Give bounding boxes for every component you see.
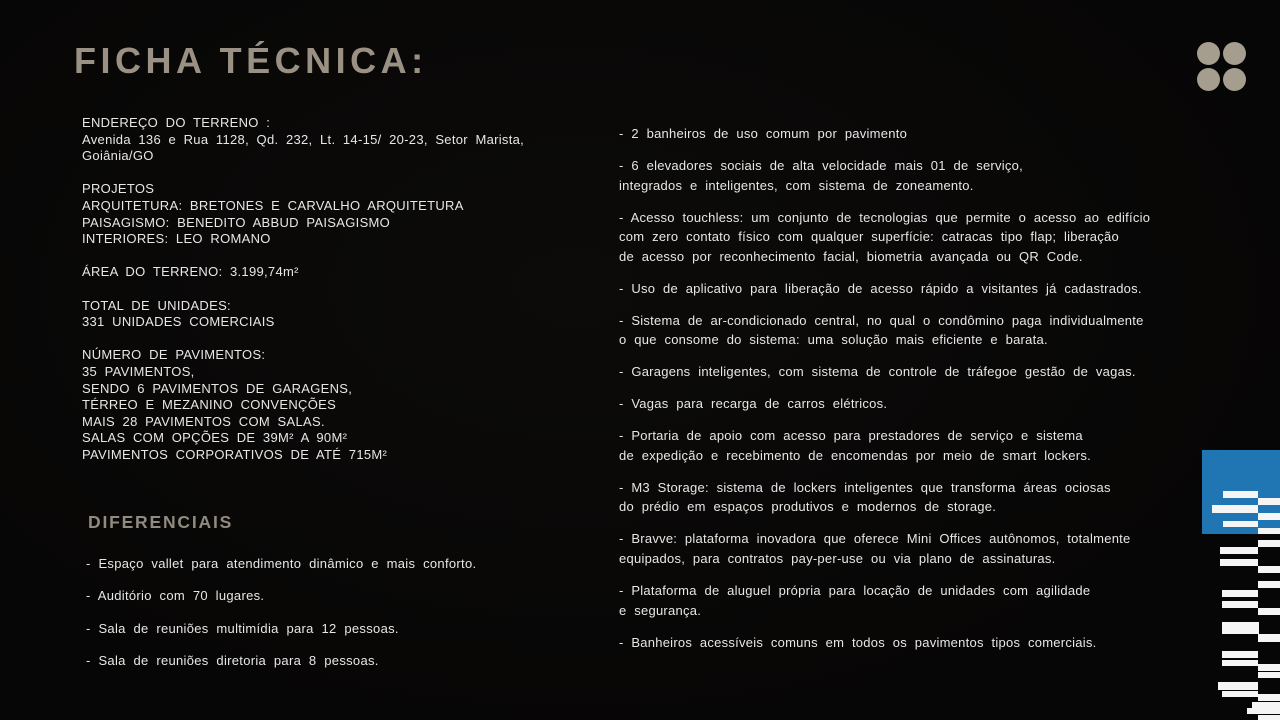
spec-line: TOTAL DE UNIDADES: <box>82 297 231 313</box>
feature-item <box>619 208 1167 267</box>
glitch-bar <box>1222 660 1258 666</box>
spec-line: PROJETOS <box>82 181 155 197</box>
glitch-bar <box>1258 664 1280 671</box>
feature-item <box>619 581 1167 620</box>
spec-block <box>82 181 552 247</box>
feature-item <box>619 362 1167 382</box>
feature-item <box>619 529 1167 568</box>
glitch-bar <box>1258 608 1280 615</box>
spec-line: PAISAGISMO: BENEDITO ABBUD PAISAGISMO <box>82 214 391 230</box>
glitch-bar <box>1258 513 1280 520</box>
diferenciais-heading: DIFERENCIAIS <box>88 512 234 532</box>
glitch-bar <box>1258 634 1280 642</box>
feature-item <box>619 311 1167 350</box>
feature-item <box>619 124 1167 144</box>
diferenciais-list <box>86 556 556 686</box>
spec-line: SENDO 6 PAVIMENTOS DE GARAGENS, <box>82 380 353 396</box>
glitch-bar <box>1220 559 1258 566</box>
feature-line: - Uso de aplicativo para liberação de acesso rápido a visitantes já cadastrados. <box>619 280 1142 296</box>
feature-line: - Bravve: plataforma inovadora que oferece Mini Offices autônomos, totalmente <box>619 531 1131 547</box>
spec-line: 35 PAVIMENTOS, <box>82 363 195 379</box>
feature-line: e segurança. <box>619 602 702 618</box>
glitch-bar <box>1258 498 1280 505</box>
glitch-bar <box>1258 566 1280 573</box>
feature-line: - Sistema de ar-condicionado central, no qual o condômino paga individualmente <box>619 312 1144 328</box>
feature-line: - Portaria de apoio com acesso para prestadores de serviço e sistema <box>619 428 1083 444</box>
glitch-bar <box>1258 672 1280 678</box>
feature-line: - Plataforma de aluguel própria para locação de unidades com agilidade <box>619 583 1091 598</box>
glitch-bar <box>1223 491 1258 498</box>
spec-line: Goiânia/GO <box>82 148 154 164</box>
glitch-bar <box>1222 651 1258 658</box>
glitch-bar <box>1258 581 1280 588</box>
feature-line: equipados, para contratos pay-per-use ou via plano de assinaturas. <box>619 551 1056 567</box>
logo-dot <box>1223 68 1246 91</box>
spec-line: 331 UNIDADES COMERCIAIS <box>82 314 275 330</box>
spec-line: INTERIORES: LEO ROMANO <box>82 231 271 247</box>
diferenciais-item: - Auditório com 70 lugares. <box>86 588 265 604</box>
glitch-bar <box>1223 521 1258 527</box>
spec-line: NÚMERO DE PAVIMENTOS: <box>82 347 266 363</box>
spec-line: ENDEREÇO DO TERRENO : <box>82 115 271 130</box>
spec-block <box>82 298 552 331</box>
spec-block <box>82 115 552 165</box>
feature-line: de expedição e recebimento de encomendas por meio de smart lockers. <box>619 447 1091 463</box>
feature-line: - Acesso touchless: um conjunto de tecnologias que permite o acesso ao edifício <box>619 209 1151 225</box>
glitch-bar <box>1247 708 1280 714</box>
feature-line: do prédio em espaços produtivos e modernos de storage. <box>619 499 997 515</box>
glitch-bar <box>1222 601 1258 608</box>
spec-line: SALAS COM OPÇÕES DE 39M² A 90M² <box>82 430 348 446</box>
page-title: FICHA TÉCNICA: <box>74 40 428 81</box>
glitch-bar <box>1258 694 1280 701</box>
glitch-bar <box>1258 715 1280 720</box>
four-dots-logo-icon <box>1197 42 1246 91</box>
feature-line: - 6 elevadores sociais de alta velocidade mais 01 de serviço, <box>619 157 1023 173</box>
feature-item <box>619 478 1167 517</box>
feature-line: - Vagas para recarga de carros elétricos. <box>619 396 888 412</box>
logo-dot <box>1197 68 1220 91</box>
logo-dot <box>1197 42 1220 65</box>
glitch-bar <box>1222 622 1259 634</box>
feature-item <box>619 633 1167 653</box>
feature-line: - M3 Storage: sistema de lockers inteligentes que transforma áreas ociosas <box>619 479 1111 495</box>
spec-line: ARQUITETURA: BRETONES E CARVALHO ARQUITETURA <box>82 197 464 213</box>
glitch-bar <box>1212 505 1258 513</box>
spec-line: TÉRREO E MEZANINO CONVENÇÕES <box>82 397 337 413</box>
glitch-bar <box>1220 547 1258 554</box>
diferenciais-item: - Sala de reuniões multimídia para 12 pessoas. <box>86 620 399 636</box>
left-column-specs <box>82 115 552 480</box>
glitch-bar <box>1222 691 1258 697</box>
diferenciais-item: - Espaço vallet para atendimento dinâmico e mais conforto. <box>86 556 477 571</box>
spec-line: PAVIMENTOS CORPORATIVOS DE ATÉ 715M² <box>82 446 388 462</box>
feature-line: - Banheiros acessíveis comuns em todos os pavimentos tipos comerciais. <box>619 634 1097 650</box>
feature-line: de acesso por reconhecimento facial, biometria avançada ou QR Code. <box>619 248 1083 264</box>
glitch-bar <box>1222 590 1258 597</box>
feature-item <box>619 279 1167 299</box>
glitch-bar <box>1258 540 1280 547</box>
feature-item <box>619 156 1167 195</box>
feature-item <box>619 394 1167 414</box>
feature-line: com zero contato físico com qualquer superfície: catracas tipo flap; liberação <box>619 229 1119 245</box>
diferenciais-item: - Sala de reuniões diretoria para 8 pessoas. <box>86 653 379 669</box>
spec-line: MAIS 28 PAVIMENTOS COM SALAS. <box>82 413 325 429</box>
feature-line: - Garagens inteligentes, com sistema de controle de tráfegoe gestão de vagas. <box>619 364 1136 380</box>
glitch-bar <box>1218 682 1258 690</box>
spec-block <box>82 347 552 463</box>
glitch-bar <box>1258 528 1280 534</box>
logo-dot <box>1223 42 1246 65</box>
spec-line: ÁREA DO TERRENO: 3.199,74m² <box>82 264 299 280</box>
feature-line: integrados e inteligentes, com sistema de zoneamento. <box>619 177 974 193</box>
feature-line: - 2 banheiros de uso comum por pavimento <box>619 126 908 141</box>
spec-line: Avenida 136 e Rua 1128, Qd. 232, Lt. 14-15/ 20-23, Setor Marista, <box>82 131 525 147</box>
right-column-features <box>619 124 1167 665</box>
feature-item <box>619 426 1167 465</box>
spec-block <box>82 264 552 281</box>
feature-line: o que consome do sistema: uma solução mais eficiente e barata. <box>619 332 1048 348</box>
